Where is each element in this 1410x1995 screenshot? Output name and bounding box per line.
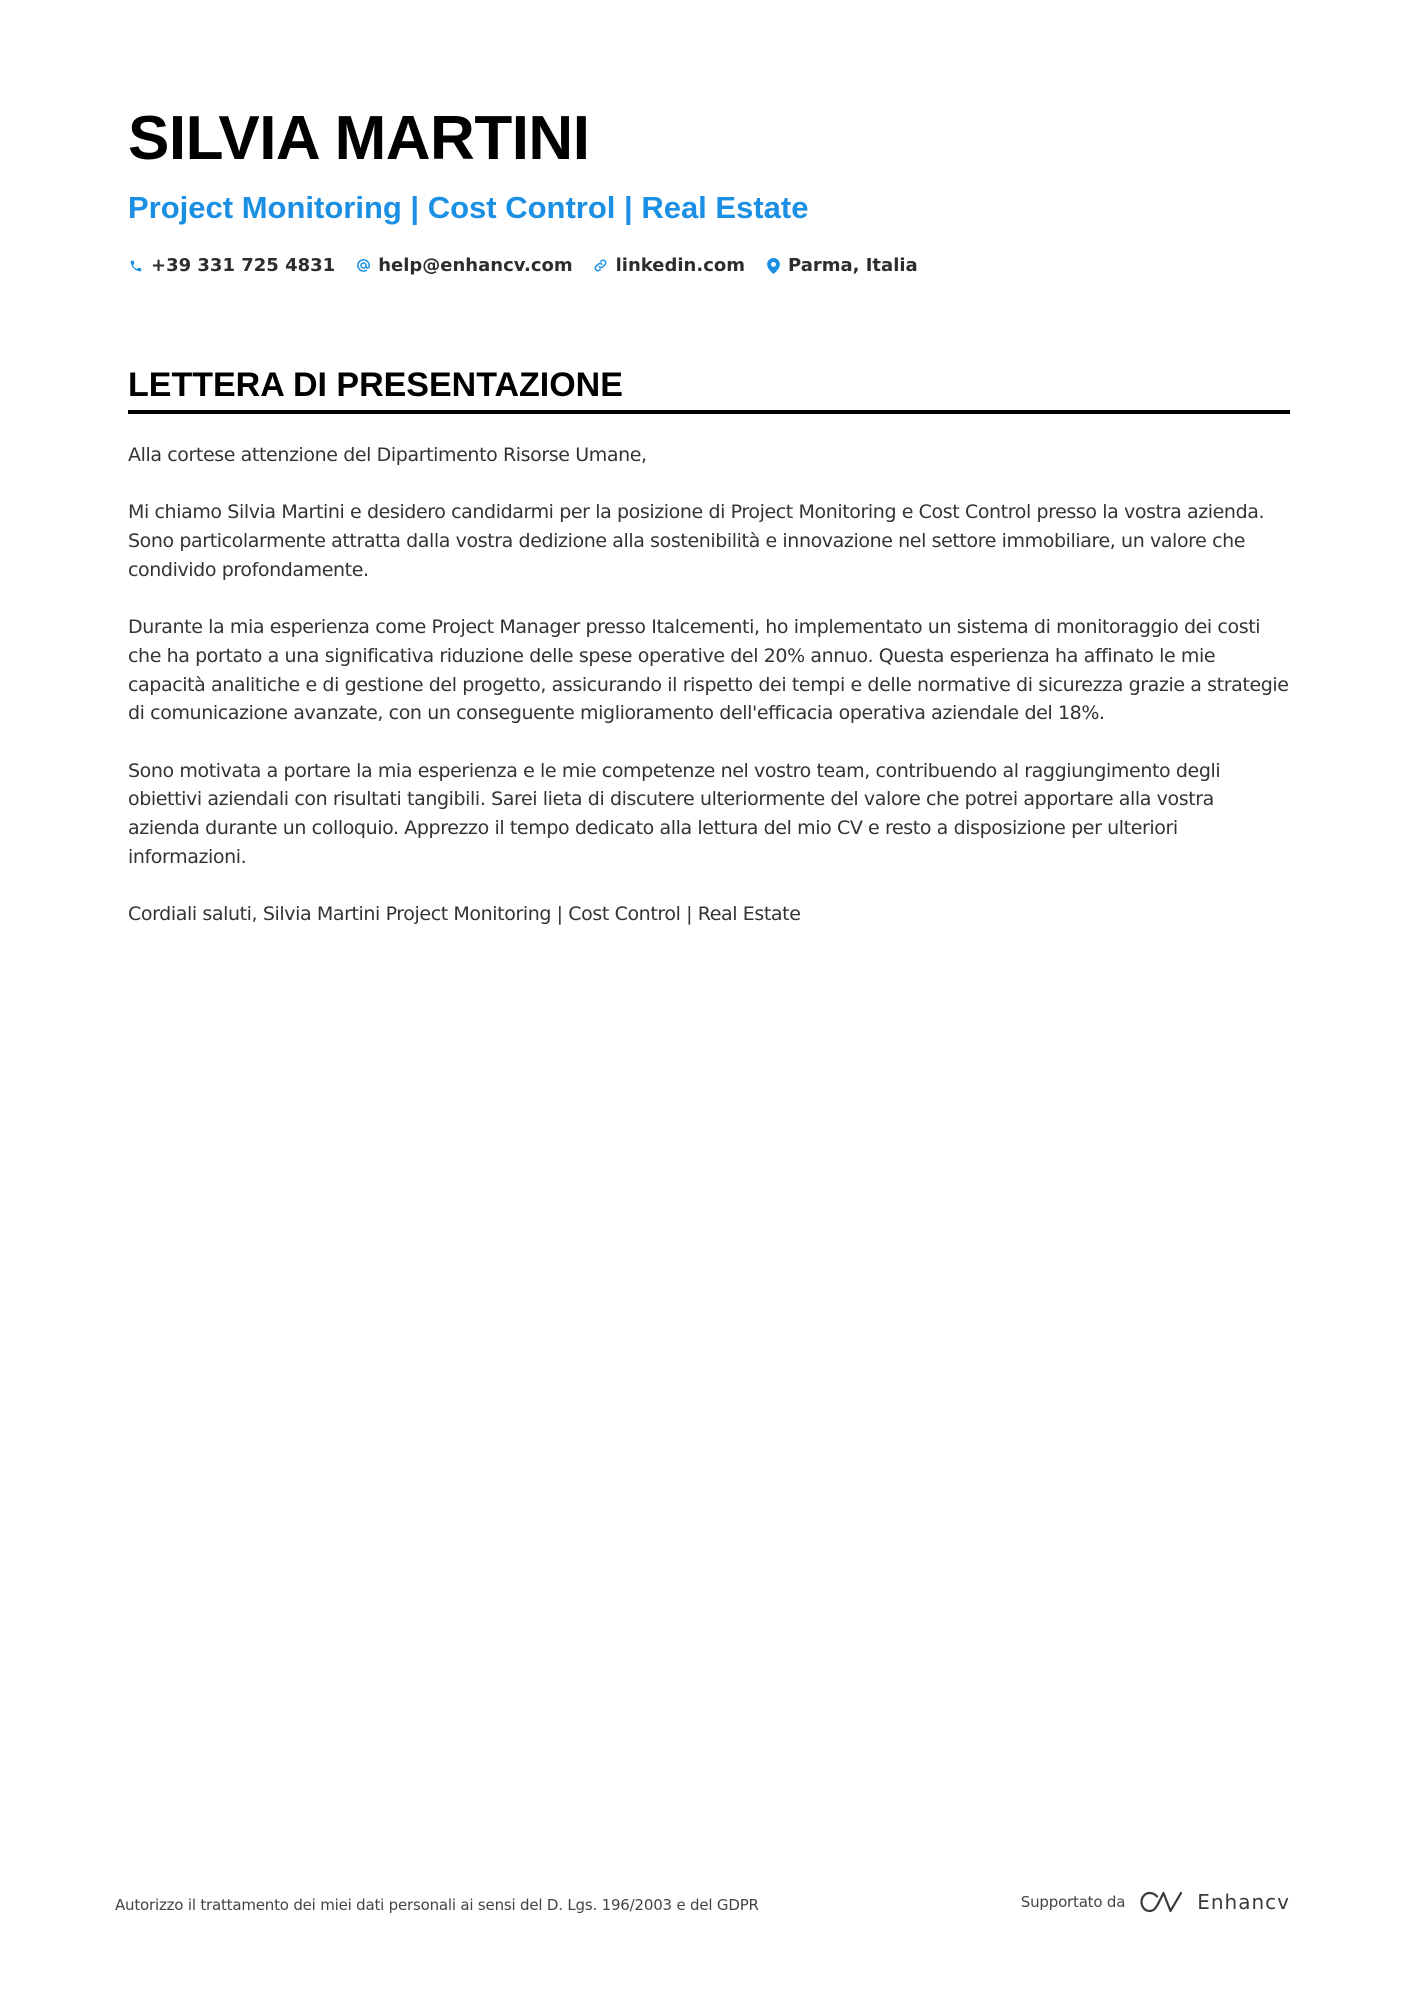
contact-linkedin-text: linkedin.com: [615, 255, 745, 276]
letter-closing: Cordiali saluti, Silvia Martini Project Monitoring | Cost Control | Real Estate: [128, 903, 801, 926]
letter-salutation: Alla cortese attenzione del Dipartimento Risorse Umane,: [128, 444, 647, 466]
contact-location-text: Parma, Italia: [788, 255, 918, 276]
enhancv-brand-name[interactable]: Enhancv: [1197, 1890, 1290, 1914]
link-icon: [593, 257, 609, 275]
powered-by: [1021, 1890, 1290, 1914]
powered-by-label: Supportato da: [1020, 1893, 1126, 1911]
section-divider: [128, 410, 1290, 414]
at-icon: [355, 257, 371, 275]
candidate-name: SILVIA MARTINI: [128, 104, 590, 173]
letter-paragraph: Sono motivata a portare la mia esperienza e le mie competenze nel vostro team, contribuendo al raggiungimento degli obiettivi aziendali con risultati tangibili. Sarei lieta di discutere ulteriormente del valore che potrei apportare alla vostra azienda durante un colloquio. Apprezzo il tempo dedicato alla lettura del mio CV e resto a disposizione per ulteriori informazioni.: [128, 759, 1221, 868]
contact-location: [765, 255, 918, 276]
contact-phone-text: +39 331 725 4831: [151, 255, 336, 276]
contact-bar: [128, 255, 938, 276]
contact-linkedin[interactable]: [593, 255, 745, 276]
privacy-notice: Autorizzo il trattamento dei miei dati personali ai sensi del D. Lgs. 196/2003 e del GDPR: [115, 1896, 759, 1914]
section-title: LETTERA DI PRESENTAZIONE: [128, 366, 623, 404]
contact-phone[interactable]: [128, 255, 335, 276]
enhancv-logo-icon: [1139, 1890, 1185, 1914]
contact-email-text: help@enhancv.com: [378, 255, 573, 276]
letter-paragraph: Mi chiamo Silvia Martini e desidero candidarmi per la posizione di Project Monitoring e Cost Control presso la vostra azienda. Sono particolarmente attratta dalla vostra dedizione alla sostenibilità e innovazione nel settore immobiliare, un valore che condivido profondamente.: [128, 501, 1265, 581]
phone-icon: [128, 257, 144, 275]
candidate-headline: Project Monitoring | Cost Control | Real Estate: [128, 190, 809, 225]
letter-paragraph: Durante la mia esperienza come Project Manager presso Italcementi, ho implementato un sistema di monitoraggio dei costi che ha portato a una significativa riduzione delle spese operative del 20% annuo. Questa esperienza ha affinato le mie capacità analitiche e di gestione del progetto, assicurando il rispetto dei tempi e delle normative di sicurezza grazie a strategie di comunicazione avanzate, con un conseguente miglioramento dell'efficacia operativa aziendale del 18%.: [128, 616, 1289, 725]
letter-body: [128, 441, 1290, 958]
contact-email[interactable]: [355, 255, 572, 276]
location-pin-icon: [765, 257, 781, 275]
